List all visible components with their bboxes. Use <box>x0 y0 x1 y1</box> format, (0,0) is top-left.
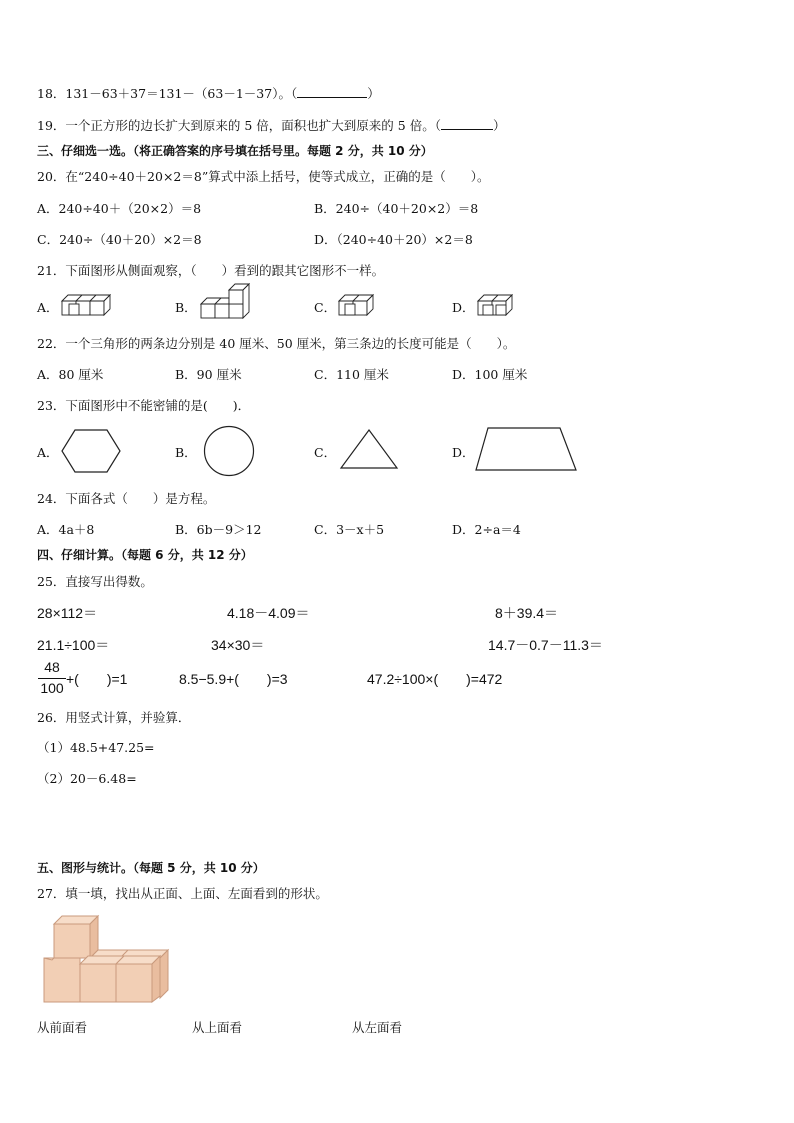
calc-3: 8＋39.4＝ <box>495 605 559 621</box>
fraction-bar <box>38 678 66 679</box>
question-23-stem: 23．下面图形中不能密铺的是( )． <box>37 398 251 413</box>
q21-figure-c <box>337 292 379 318</box>
question-18 <box>37 84 380 102</box>
question-25-stem: 25．直接写出得数。 <box>37 574 153 589</box>
calc-2: 4.18－4.09＝ <box>227 605 310 621</box>
trapezoid-shape <box>474 426 578 472</box>
calc-8[interactable]: 8.5−5.9+( )=3 <box>179 671 288 687</box>
calc-4: 21.1÷100＝ <box>37 637 110 653</box>
q20-option-a[interactable]: A．240÷40＋（20×2）＝8 <box>37 201 202 216</box>
section-4-heading: 四、仔细计算。（每题 6 分，共 12 分） <box>37 548 253 562</box>
fraction-denominator: 100 <box>40 680 64 696</box>
section-3-heading: 三、仔细选一选。（将正确答案的序号填在括号里。每题 2 分，共 10 分） <box>37 144 433 158</box>
view-from-top-label: 从上面看 <box>192 1020 243 1035</box>
question-24-stem: 24．下面各式（ ）是方程。 <box>37 491 216 506</box>
question-21-stem: 21．下面图形从侧面观察，（ ）看到的跟其它图形不一样。 <box>37 263 385 278</box>
calc-5: 34×30＝ <box>211 637 265 653</box>
q21-option-d[interactable]: D． <box>452 300 475 315</box>
section-5-heading: 五、图形与统计。（每题 5 分，共 10 分） <box>37 861 265 875</box>
q24-option-d[interactable]: D．2÷a＝4 <box>452 522 521 537</box>
q23-option-c[interactable]: C． <box>314 445 337 460</box>
q22-option-b[interactable]: B．90 厘米 <box>175 367 242 382</box>
q19-close: ） <box>492 118 506 133</box>
q22-option-a[interactable]: A．80 厘米 <box>37 367 104 382</box>
q22-option-c[interactable]: C．110 厘米 <box>314 367 389 382</box>
q21-figure-d <box>476 292 518 318</box>
q26-part-2: （2）20－6.48= <box>37 771 137 786</box>
q23-option-a[interactable]: A． <box>37 445 59 460</box>
q20-option-c[interactable]: C．240÷（40＋20）×2＝8 <box>37 232 202 247</box>
q23-option-d[interactable]: D． <box>452 445 475 460</box>
q24-option-b[interactable]: B．6b－9＞12 <box>175 522 262 537</box>
q19-answer-blank[interactable] <box>441 119 493 130</box>
question-20-stem: 20．在“240÷40＋20×2＝8”算式中添上括号，使等式成立，正确的是（ ）。 <box>37 169 490 184</box>
calc-7[interactable]: +( )=1 <box>66 671 128 687</box>
q24-option-a[interactable]: A．4a＋8 <box>37 522 95 537</box>
q20-option-b[interactable]: B．240÷（40＋20×2）＝8 <box>314 201 479 216</box>
view-from-left-label: 从左面看 <box>352 1020 403 1035</box>
q21-option-b[interactable]: B． <box>175 300 197 315</box>
calc-6: 14.7－0.7－11.3＝ <box>488 637 603 653</box>
q22-option-d[interactable]: D．100 厘米 <box>452 367 528 382</box>
calc-9[interactable]: 47.2÷100×( )=472 <box>367 671 503 687</box>
circle-shape <box>203 425 255 477</box>
q23-option-b[interactable]: B． <box>175 445 197 460</box>
q21-option-a[interactable]: A． <box>37 300 59 315</box>
q21-option-c[interactable]: C． <box>314 300 337 315</box>
fraction-numerator: 48 <box>44 659 60 675</box>
q18-answer-blank[interactable] <box>297 87 367 98</box>
q21-figure-a <box>60 292 112 318</box>
q19-text: 19．一个正方形的边长扩大到原来的 5 倍，面积也扩大到原来的 5 倍。（ <box>37 118 441 133</box>
question-27-stem: 27．填一填，找出从正面、上面、左面看到的形状。 <box>37 886 328 901</box>
question-26-stem: 26．用竖式计算，并验算． <box>37 710 191 725</box>
q24-option-c[interactable]: C．3－x＋5 <box>314 522 385 537</box>
q18-close: ） <box>367 86 380 101</box>
q26-part-1: （1）48.5+47.25= <box>37 740 155 755</box>
q27-cube-stack-figure <box>42 912 172 1006</box>
q21-figure-b <box>199 286 251 320</box>
triangle-shape <box>339 428 399 470</box>
question-22-stem: 22．一个三角形的两条边分别是 40 厘米、50 厘米，第三条边的长度可能是（ ）。 <box>37 336 516 351</box>
q18-text: 18．131－63＋37＝131－（63－1－37）。（ <box>37 86 298 101</box>
q20-option-d[interactable]: D．（240÷40＋20）×2＝8 <box>314 232 473 247</box>
view-from-front-label: 从前面看 <box>37 1020 88 1035</box>
hexagon-shape <box>60 428 122 474</box>
question-19 <box>37 116 505 134</box>
calc-1: 28×112＝ <box>37 605 98 621</box>
